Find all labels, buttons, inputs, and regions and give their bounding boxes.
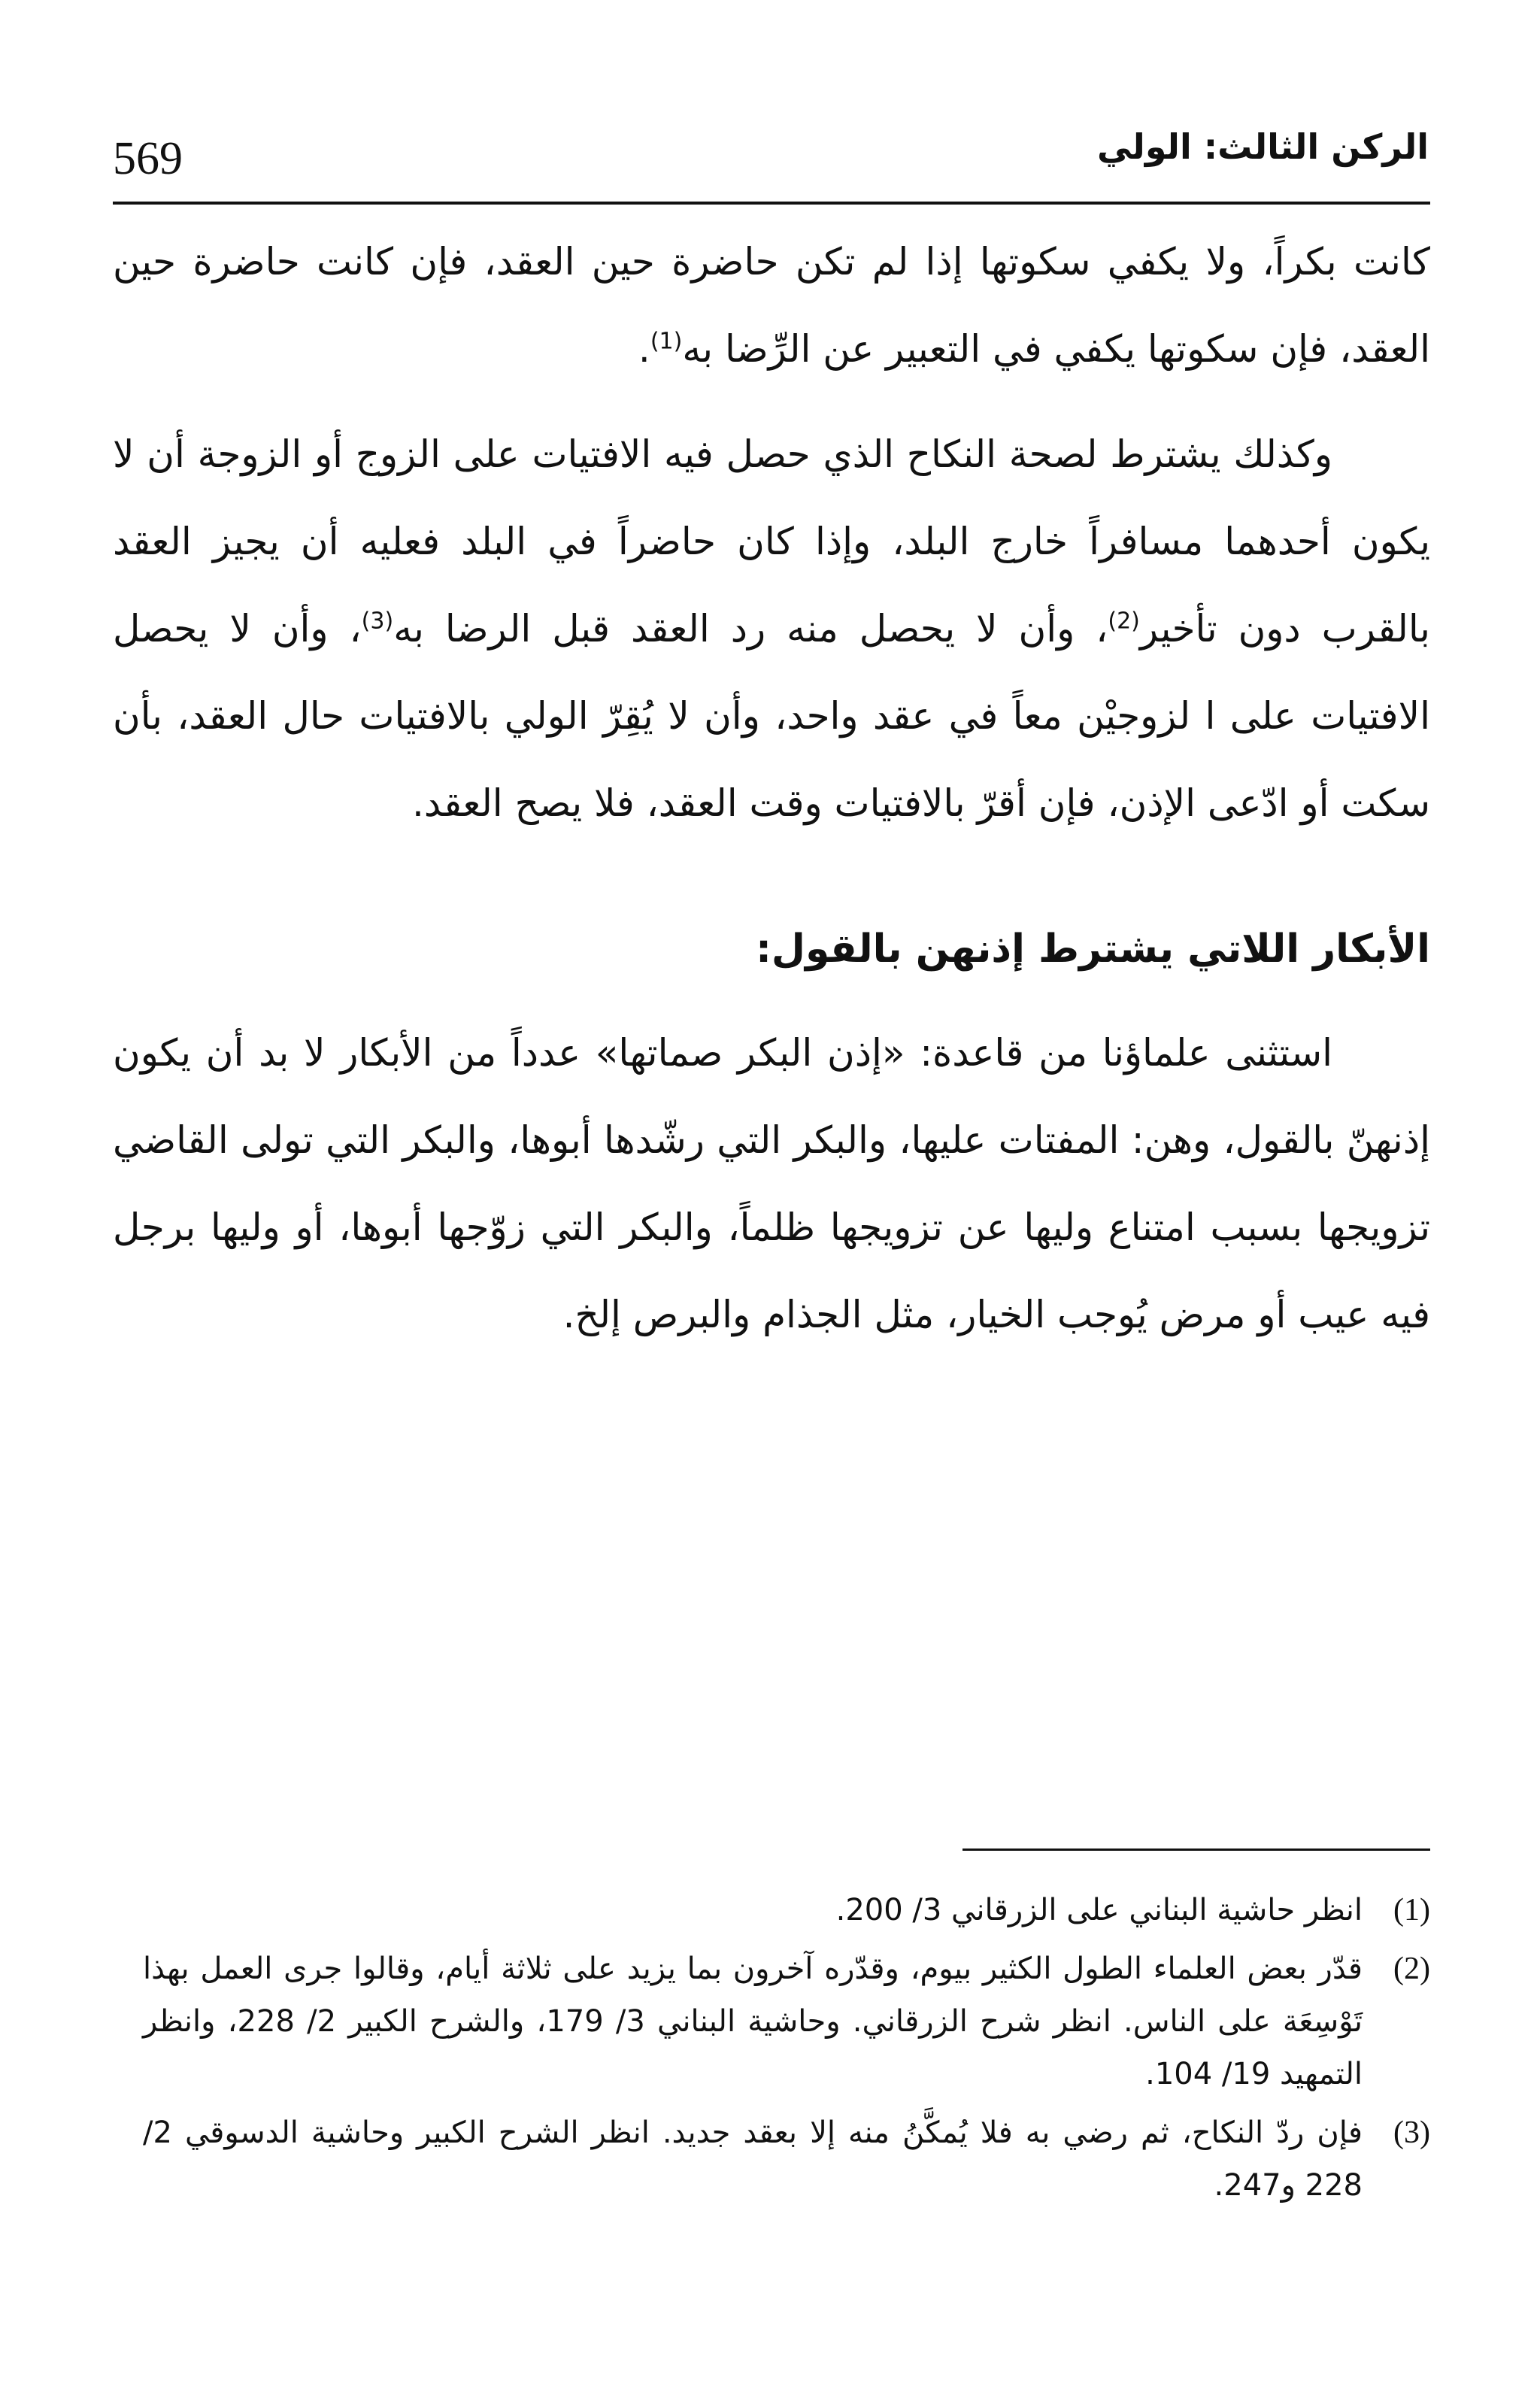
running-header	[113, 113, 1429, 196]
footnote-marker: (3)	[1393, 2115, 1430, 2150]
running-title: الركن الثالث: الولي	[1097, 126, 1429, 167]
footnotes	[143, 1884, 1430, 2218]
paragraph	[113, 218, 1430, 393]
footnote-marker: (2)	[1393, 1952, 1430, 1986]
section-heading: الأبكار اللاتي يشترط إذنهن بالقول:	[756, 927, 1430, 972]
paragraph-text: ، وأن لا يحصل الافتيات على ا لزوجيْن معاً في عقد واحد، وأن لا يُقِرّ الولي بالافتيات حال العقد، بأن سكت أو ادّعى الإذن، فإن أقرّ بالافتيات وقت العقد، فلا يصح العقد.	[113, 607, 1430, 825]
paragraph-text: وكذلك يشترط لصحة النكاح الذي حصل فيه الافتيات على الزوج أو الزوجة أن لا يكون أحدهما مسافراً خارج البلد، وإذا كان حاضراً في البلد فعليه أن يجيز العقد بالقرب دون تأخير	[113, 432, 1430, 651]
footnote-marker: (1)	[1393, 1893, 1430, 1927]
paragraph-text: كانت بكراً، ولا يكفي سكوتها إذا لم تكن حاضرة حين العقد، فإن كانت حاضرة حين العقد، فإن سكوتها يكفي في التعبير عن الرِّضا به	[113, 240, 1430, 371]
footnote	[143, 2106, 1430, 2212]
footnote	[143, 1884, 1430, 1936]
paragraph	[113, 411, 1430, 847]
paragraph-text: ، وأن لا يحصل منه رد العقد قبل الرضا به	[393, 607, 1108, 651]
paragraph	[113, 1009, 1430, 1358]
page-number: 569	[113, 133, 183, 184]
footnote-reference: (2)	[1108, 608, 1140, 635]
paragraph-text: .	[638, 327, 650, 371]
footnote-separator	[962, 1849, 1430, 1851]
footnote-text: فإن ردّ النكاح، ثم رضي به فلا يُمكَّنُ منه إلا بعقد جديد. انظر الشرح الكبير وحاشية الدسوقي 2/ 228 و247.	[143, 2115, 1363, 2203]
footnote-text: قدّر بعض العلماء الطول الكثير بيوم، وقدّره آخرون بما يزيد على ثلاثة أيام، وقالوا جرى العمل بهذا تَوْسِعَة على الناس. انظر شرح الزرقاني. وحاشية البناني 3/ 179، والشرح الكبير 2/ 228، وانظر التمهيد 19/ 104.	[143, 1952, 1363, 2091]
footnote	[143, 1943, 1430, 2100]
paragraph-text: استثنى علماؤنا من قاعدة: «إذن البكر صماتها» عدداً من الأبكار لا بد أن يكون إذنهنّ بالقول، وهن: المفتات عليها، والبكر التي رشّدها أبوها، والبكر التي تولى القاضي تزويجها بسبب امتناع وليها عن تزويجها ظلماً، والبكر التي زوّجها أبوها، أو وليها برجل فيه عيب أو مرض يُوجب الخيار، مثل الجذام والبرص إلخ.	[113, 1031, 1430, 1336]
header-rule	[113, 202, 1430, 205]
footnote-reference: (1)	[650, 328, 683, 355]
main-text	[113, 218, 1430, 1358]
footnote-text: انظر حاشية البناني على الزرقاني 3/ 200.	[835, 1893, 1363, 1927]
footnote-reference: (3)	[361, 608, 394, 635]
